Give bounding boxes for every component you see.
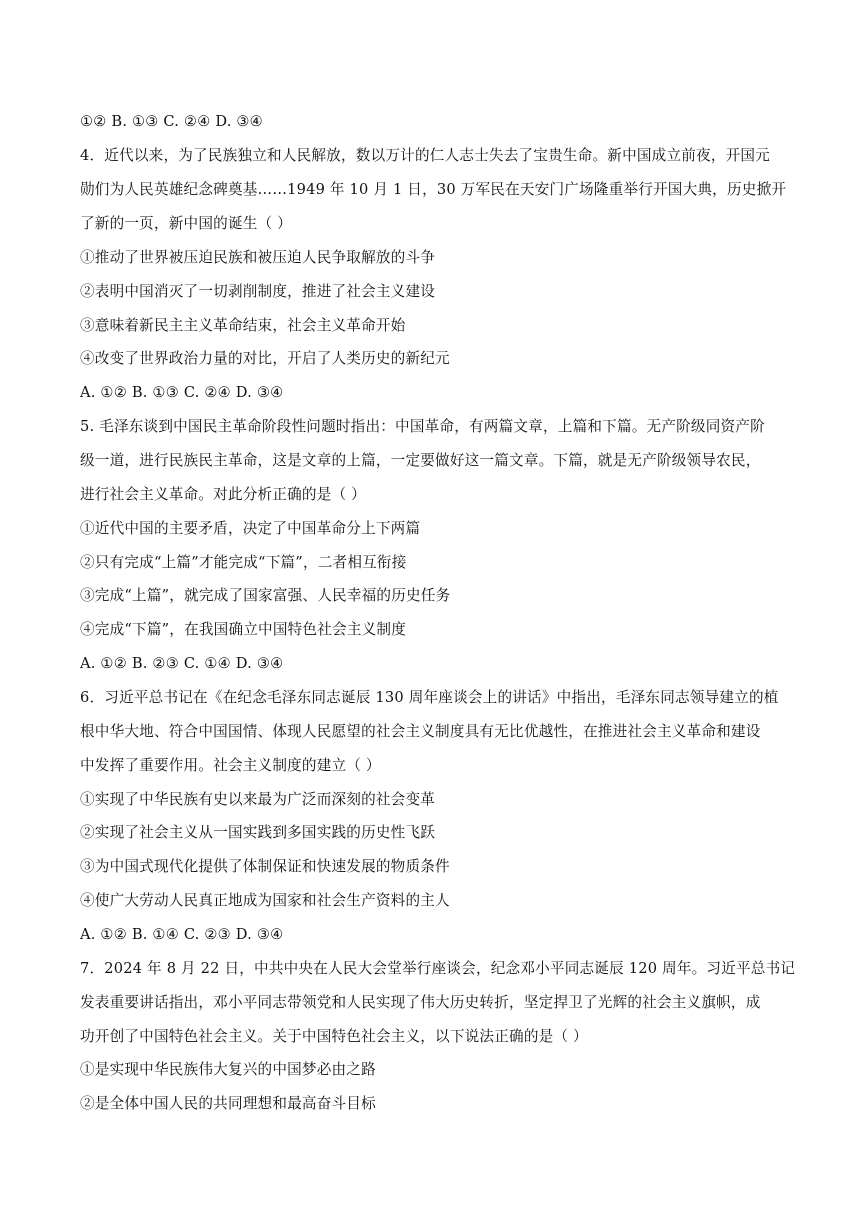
question-6-line-3: 中发挥了重要作用。社会主义制度的建立（ ） [80, 757, 381, 774]
question-4-option-1: ①推动了世界被压迫民族和被压迫人民争取解放的斗争 [80, 249, 436, 266]
question-7-option-2: ②是全体中国人民的共同理想和最高奋斗目标 [80, 1095, 376, 1112]
question-6-option-3: ③为中国式现代化提供了体制保证和快速发展的物质条件 [80, 858, 450, 875]
question-5-line-1: 5. 毛泽东谈到中国民主革命阶段性问题时指出：中国革命，有两篇文章，上篇和下篇。无产阶级同资产阶 [80, 418, 765, 435]
question-4-line-3: 了新的一页，新中国的诞生（ ） [80, 215, 292, 232]
question-6-option-2: ②实现了社会主义从一国实践到多国实践的历史性飞跃 [80, 824, 436, 841]
question-6-option-4: ④使广大劳动人民真正地成为国家和社会生产资料的主人 [80, 892, 450, 909]
question-7-line-2: 发表重要讲话指出，邓小平同志带领党和人民实现了伟大历史转折，坚定捍卫了光辉的社会主义旗帜，成 [80, 994, 761, 1011]
question-7-line-1: 7．2024 年 8 月 22 日，中共中央在人民大会堂举行座谈会，纪念邓小平同志诞辰 120 周年。习近平总书记 [80, 960, 796, 977]
answer-options-q6: A. ①② B. ①④ C. ②③ D. ③④ [80, 926, 284, 943]
question-4-line-2: 勋们为人民英雄纪念碑奠基……1949 年 10 月 1 日，30 万军民在天安门广场隆重举行开国大典，历史掀开 [80, 181, 787, 198]
question-5-option-1: ①近代中国的主要矛盾，决定了中国革命分上下两篇 [80, 520, 421, 537]
answer-options-q3: ①② B. ①③ C. ②④ D. ③④ [80, 113, 263, 130]
question-7-option-1: ①是实现中华民族伟大复兴的中国梦必由之路 [80, 1061, 376, 1078]
question-7-line-3: 功开创了中国特色社会主义。关于中国特色社会主义，以下说法正确的是（ ） [80, 1028, 588, 1045]
question-4-option-3: ③意味着新民主主义革命结束，社会主义革命开始 [80, 317, 406, 334]
question-5-option-4: ④完成“下篇”，在我国确立中国特色社会主义制度 [80, 621, 406, 638]
question-6-option-1: ①实现了中华民族有史以来最为广泛而深刻的社会变革 [80, 791, 436, 808]
question-5-option-3: ③完成“上篇”，就完成了国家富强、人民幸福的历史任务 [80, 587, 451, 604]
question-4-line-1: 4．近代以来，为了民族独立和人民解放，数以万计的仁人志士失去了宝贵生命。新中国成立前夜，开国元 [80, 147, 771, 164]
question-4-option-2: ②表明中国消灭了一切剥削制度，推进了社会主义建设 [80, 283, 436, 300]
answer-options-q5: A. ①② B. ②③ C. ①④ D. ③④ [80, 655, 284, 672]
question-5-line-2: 级一道，进行民族民主革命，这是文章的上篇，一定要做好这一篇文章。下篇，就是无产阶级领导农民， [80, 452, 761, 469]
question-5-option-2: ②只有完成“上篇”才能完成“下篇”，二者相互衔接 [80, 554, 407, 571]
question-4-option-4: ④改变了世界政治力量的对比，开启了人类历史的新纪元 [80, 350, 450, 367]
question-5-line-3: 进行社会主义革命。对此分析正确的是（ ） [80, 486, 366, 503]
question-6-line-1: 6．习近平总书记在《在纪念毛泽东同志诞辰 130 周年座谈会上的讲话》中指出，毛泽东同志领导建立的植 [80, 689, 779, 706]
question-6-line-2: 根中华大地、符合中国国情、体现人民愿望的社会主义制度具有无比优越性，在推进社会主义革命和建设 [80, 723, 761, 740]
answer-options-q4: A. ①② B. ①③ C. ②④ D. ③④ [80, 384, 284, 401]
